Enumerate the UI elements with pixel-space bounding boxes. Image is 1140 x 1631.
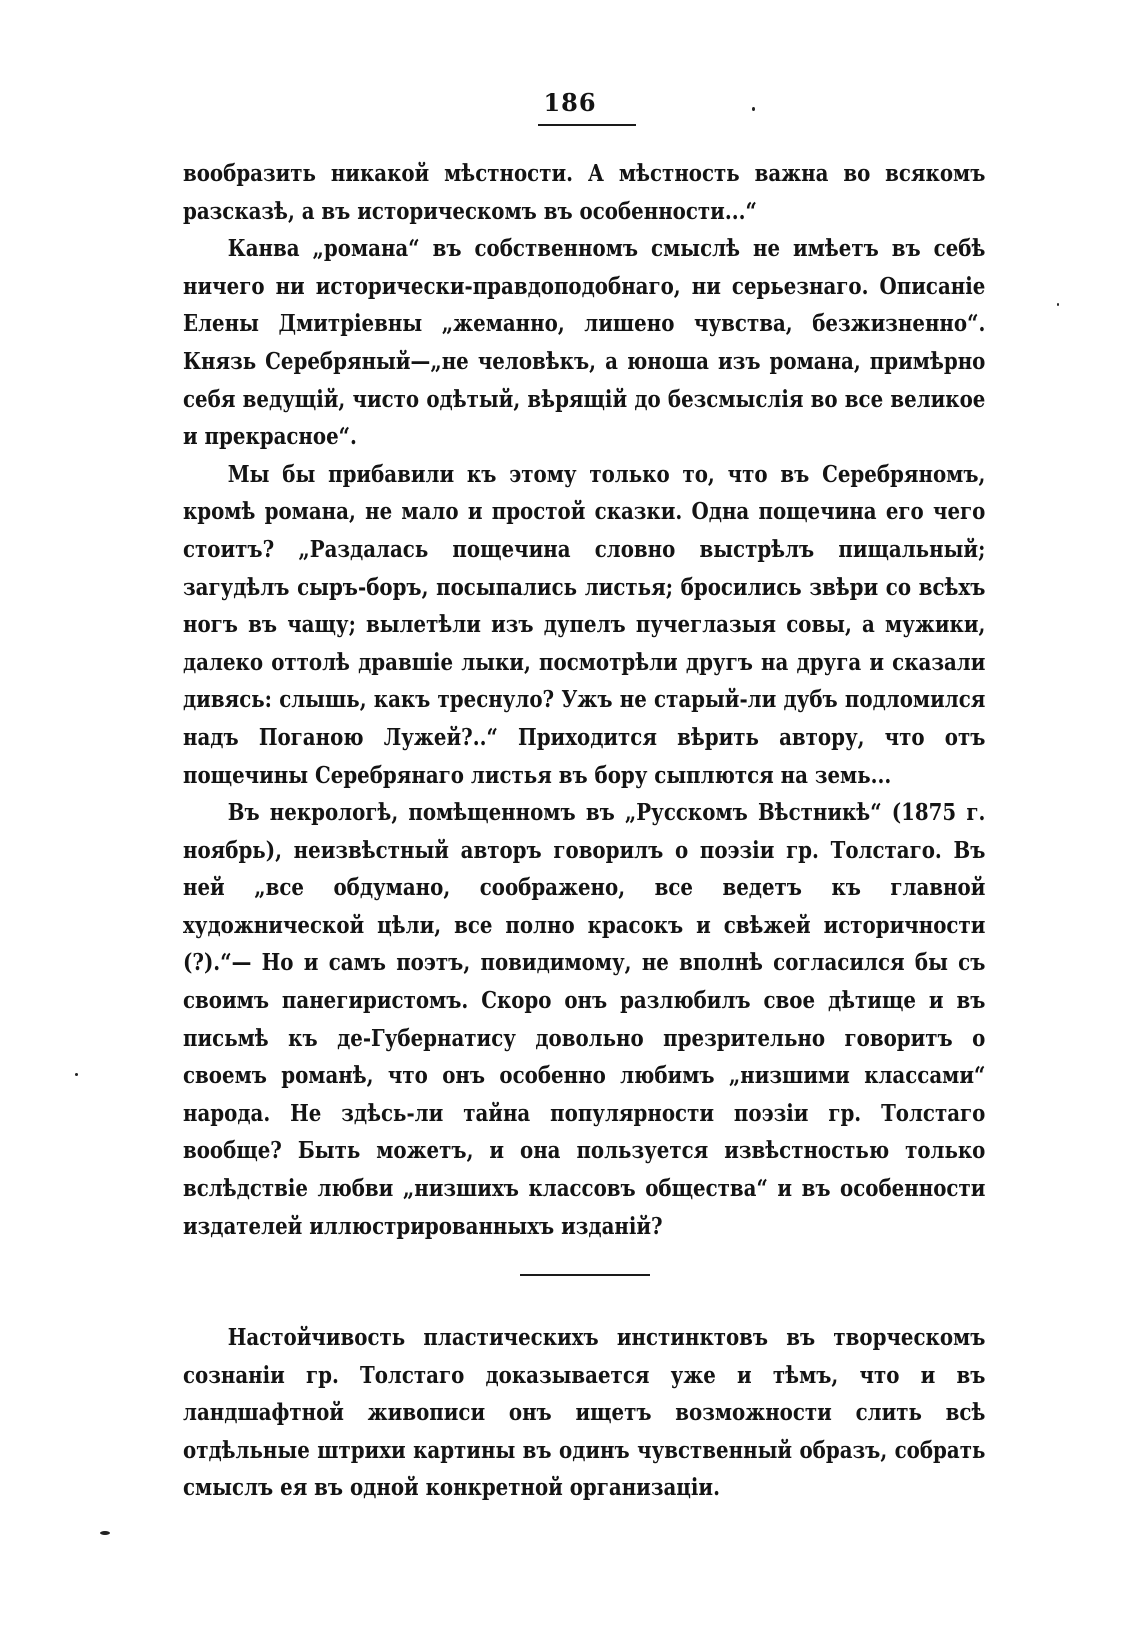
print-speck	[75, 1073, 78, 1076]
print-speck	[100, 1531, 110, 1535]
paragraph-obituary: Въ некрологѣ, помѣщенномъ въ „Русскомъ Вѣстникѣ“ (1875 г. ноябрь), неизвѣстный авторъ говорилъ о поэзіи гр. Толстаго. Въ ней „все обдумано, соображено, все ведетъ къ главной художнической цѣли, все полно красокъ и свѣжей историчности (?).“— Но и самъ поэтъ, повидимому, не вполнѣ согласился бы съ своимъ панегиристомъ. Скоро онъ разлюбилъ свое дѣтище и въ письмѣ къ де-Губернатису довольно презрительно говоритъ о своемъ романѣ, что онъ особенно любимъ „низшими классами“ народа. Не здѣсь-ли тайна популярности поэзіи гр. Толстаго вообще? Быть можетъ, и она пользуется извѣстностью только вслѣдствіе любви „низшихъ классовъ общества“ и въ особенности издателей иллюстрированныхъ изданій?	[183, 799, 986, 1240]
new-section-text-block	[183, 1319, 985, 1507]
paragraph-canvas-of-novel: Канва „романа“ въ собственномъ смыслѣ не имѣетъ въ себѣ ничего ни исторически-правдоподобнаго, ни серьезнаго. Описаніе Елены Дмитріевны „жеманно, лишено чувства, безжизненно“. Князь Серебряный—„не человѣкъ, а юноша изъ романа, примѣрно себя ведущій, чисто одѣтый, вѣрящій до безсмыслія во все великое и прекрасное“.	[183, 235, 986, 451]
page-number: 186	[543, 88, 597, 117]
paragraph-continuation: вообразить никакой мѣстности. А мѣстность важна во всякомъ разсказѣ, а въ историческомъ въ особенности...“	[183, 160, 986, 225]
paragraph-plastic-instincts: Настойчивость пластическихъ инстинктовъ въ творческомъ сознаніи гр. Толстаго доказывается уже и тѣмъ, что и въ ландшафтной живописи онъ ищетъ возможности слить всѣ отдѣльные штрихи картины въ одинъ чувственный образъ, собрать смыслъ ея въ одной конкретной организаціи.	[183, 1324, 986, 1502]
main-text-block	[183, 155, 985, 1245]
page-number-rule	[538, 124, 636, 126]
print-speck	[752, 107, 755, 111]
paragraph-fairy-tale: Мы бы прибавили къ этому только то, что въ Серебряномъ, кромѣ романа, не мало и простой сказки. Одна пощечина его чего стоитъ? „Раздалась пощечина словно выстрѣлъ пищальный; загудѣлъ сыръ-боръ, посыпались листья; бросились звѣри со всѣхъ ногъ въ чащу; вылетѣли изъ дупелъ пучеглазыя совы, а мужики, далеко оттолѣ дравшіе лыки, посмотрѣли другъ на друга и сказали дивясь: слышь, какъ треснуло? Ужъ не старый-ли дубъ подломился надъ Поганою Лужей?..“ Приходится вѣрить автору, что отъ пощечины Серебрянаго листья въ бору сыплются на земь...	[183, 460, 986, 789]
section-divider	[520, 1274, 650, 1276]
print-speck	[1057, 303, 1059, 306]
